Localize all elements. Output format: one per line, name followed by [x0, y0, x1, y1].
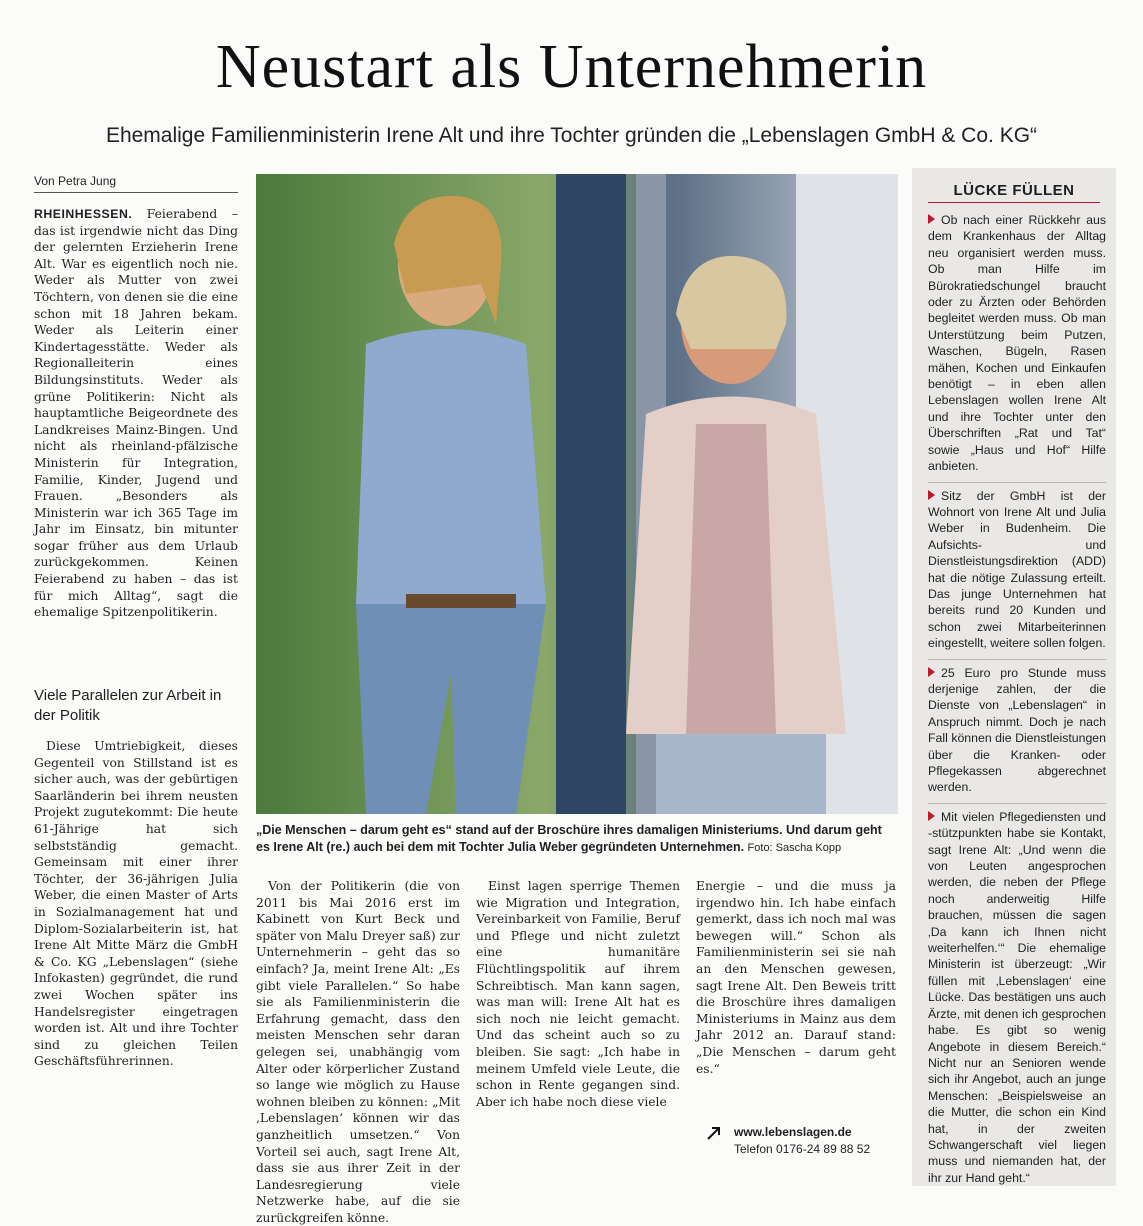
info-item-3: 25 Euro pro Stunde muss derjenige zahlen, der die Dienste von „Lebenslagen“ in Anspruch nimmt. Doch je nach Fall können die Dienstleistungen über die Kranken- oder Pflegekassen abgerechnet werden. [928, 665, 1106, 795]
dateline: RHEINHESSEN. [34, 207, 133, 221]
arrow-icon [706, 1125, 722, 1141]
info-box [912, 168, 1116, 1186]
website-link[interactable]: www.lebenslagen.de [734, 1125, 852, 1139]
bullet-triangle-icon [928, 490, 935, 500]
article-paragraph-2: Diese Umtriebigkeit, dieses Gegenteil von Stillstand ist es sicher auch, was der gebürtigen Saarländerin bei ihrem neusten Projekt zugutekommt: Die heute 61-Jährige hat sich selbstständig gemacht. Gemeinsam mit einer ihrer Töchter, der 36-jährigen Julia Weber, die einen Master of Arts in Sozialmanagement hat und Diplom-Sozialarbeiterin ist, hat Irene Alt Mitte März die GmbH & Co. KG „Lebenslagen“ (siehe Infokasten) gegründet, die rund zwei Wochen später ins Handelsregister eingetragen worden ist. Alt und ihre Tochter sind zu gleichen Teilen Geschäftsführerinnen. [34, 739, 238, 1069]
article-paragraph-1: Feierabend – das ist irgendwie nicht das Ding der gelernten Erzieherin Irene Alt. War es eigentlich noch nie. Weder als Mutter von zwei Töchtern, von denen sie die eine schon mit 18 Jahren bekam. Weder als Leiterin einer Kindertagesstätte. Weder als Regionalleiterin eines Bildungsinstituts. Weder als grüne Politikerin: Nicht als hauptamtliche Beigeordnete des Landkreises Mainz-Bingen. Und nicht als rheinland-pfälzische Ministerin für Integration, Familie, Kinder, Jugend und Frauen. „Besonders als Ministerin war ich 365 Tage im Jahr im Einsatz, bin mitunter sogar früher aus dem Urlaub zurückgekommen. Keinen Feierabend zu haben – das ist für mich Alltag“, sagt die ehemalige Spitzenpolitikerin. [34, 207, 238, 620]
info-item-1: Ob nach einer Rückkehr aus dem Krankenhaus der Alltag neu organisiert werden muss. Ob man Hilfe im Bürokratiedschungel braucht oder zu Ärzten oder Behörden begleitet werden muss. Ob man Unterstützung beim Putzen, Waschen, Bügeln, Rasen mähen, Kochen und Einkaufen benötigt – in eben allen Lebenslagen wollen Irene Alt und ihre Tochter unter den Überschriften „Rat und Tat“ sowie „Haus und Hof“ Hilfe anbieten. [928, 213, 1106, 474]
article-subhead: Viele Parallelen zur Arbeit in der Politik [34, 687, 222, 724]
photo-caption [256, 822, 898, 857]
divider [928, 659, 1106, 660]
headline: Neustart als Unternehmerin [215, 33, 928, 101]
subheadline: Ehemalige Familienministerin Irene Alt und ihre Tochter gründen die „Lebenslagen GmbH & Co. KG“ [105, 124, 1038, 147]
article-column-2 [256, 878, 460, 1226]
article-paragraph-4: Einst lagen sperrige Themen wie Migration und Integration, Vereinbarkeit von Familie, Beruf und Pflege und nicht zuletzt eine humanitäre Flüchtlingspolitik auf ihrem Schreibtisch. Man kann sagen, was man will: Irene Alt hat es sich noch nie leicht gemacht. Und das scheint auch so zu bleiben. Sie sagt: „Ich habe in meinem Umfeld viele Leute, die schon in Rente gegangen sind. Aber ich habe noch diese viele [476, 879, 680, 1109]
bullet-triangle-icon [928, 214, 935, 224]
article-column-1 [34, 206, 238, 621]
info-box-body [928, 212, 1106, 1193]
info-box-title: LÜCKE FÜLLEN [928, 182, 1100, 203]
divider [928, 482, 1106, 483]
article-column-3 [476, 878, 680, 1110]
article-column-1b [34, 738, 238, 1070]
web-contact [706, 1124, 896, 1158]
info-item-2: Sitz der GmbH ist der Wohnort von Irene Alt und Julia Weber in Budenheim. Die Aufsichts- und Dienstleistungsdirektion (ADD) hat die nötige Zulassung erteilt. Das junge Unternehmen hat bereits rund 20 Kunden und schon zwei Mitarbeiterinnen eingestellt, weitere sollen folgen. [928, 488, 1106, 651]
bullet-triangle-icon [928, 811, 935, 821]
article-column-4 [696, 878, 896, 1077]
divider [928, 803, 1106, 804]
bullet-triangle-icon [928, 667, 935, 677]
caption-text: „Die Menschen – darum geht es“ stand auf der Broschüre ihres damaligen Ministeriums. Und darum geht es Irene Alt (re.) auch bei dem mit Tochter Julia Weber gegründeten Unternehmen. [256, 823, 882, 854]
article-paragraph-3: Von der Politikerin (die von 2011 bis Mai 2016 erst im Kabinett von Kurt Beck und später von Malu Dreyer saß) zur Unternehmerin – geht das so einfach? Ja, meint Irene Alt: „Es gibt viele Parallelen.“ So habe sie als Familienministerin die Erfahrung gemacht, dass den meisten Menschen sehr daran gelegen sei, unabhängig vom Alter oder körperlicher Zustand so lange wie möglich zu Hause wohnen bleiben zu können: „Mit ‚Lebenslagen‘ können wir das ganzheitlich umsetzen.“ Von Vorteil sei auch, sagt Irene Alt, dass sie aus ihrer Zeit in der Landesregierung viele Netzwerke habe, auf die sie zurückgreifen könne. [256, 879, 460, 1225]
info-item-4: Mit vielen Pflegediensten und -stützpunkten habe sie Kontakt, sagt Irene Alt: „Und wenn die von Leuten angesprochen werden, die neben der Pflege noch anderweitig Hilfe brauchen, müssen die sagen ‚Da kann ich Ihnen nicht weiterhelfen.‘“ Die ehemalige Ministerin ist überzeugt: „Wir füllen mit ‚Lebenslagen‘ eine Lücke. Das bestätigen uns auch Ärzte, mit denen ich gesprochen habe. Es gibt so wenig Angebote in diesem Bereich.“ Nicht nur an Senioren wende sich ihr Angebot, auch an junge Menschen: „Beispielsweise an die Mutter, die schon ein Kind hat, in der zweiten Schwangerschaft viel liegen muss und niemanden hat, der ihr zur Hand geht.“ [928, 809, 1106, 1185]
photo-credit: Foto: Sascha Kopp [747, 842, 842, 854]
phone-number: Telefon 0176-24 89 88 52 [734, 1142, 871, 1156]
byline: Von Petra Jung [34, 174, 238, 193]
article-paragraph-4-continued: Energie – und die muss ja irgendwo hin. Ich habe einfach gemerkt, dass ich noch mal was bewegen will.“ Schon als Familienministerin sei sie nah an den Menschen gewesen, sagt Irene Alt. Den Beweis tritt die Broschüre ihres damaligen Ministeriums in Mainz aus dem Jahr 2012 an. Darauf stand: „Die Menschen – darum geht es.“ [696, 879, 896, 1076]
article-photo [256, 174, 898, 814]
